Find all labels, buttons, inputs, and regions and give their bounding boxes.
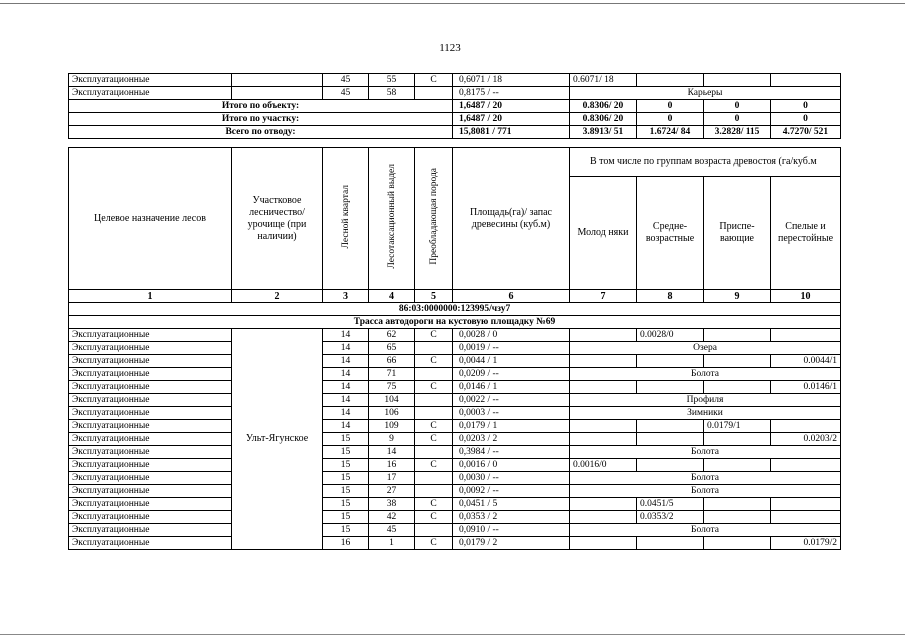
header-maturing: Приспе-вающие bbox=[704, 177, 771, 290]
area-stock-cell: 0,0022 / -- bbox=[453, 394, 570, 407]
table-row bbox=[69, 355, 841, 368]
area-stock-cell: 0,0209 / -- bbox=[453, 368, 570, 381]
section-cell: 106 bbox=[369, 407, 415, 420]
total-label: Всего по отводу: bbox=[69, 126, 453, 139]
total-label: Итого по объекту: bbox=[69, 100, 453, 113]
species-cell: С bbox=[415, 381, 453, 394]
header-forestry: Участковое лесничество/ урочище (при наличии) bbox=[232, 148, 323, 290]
area-stock-cell: 0,0028 / 0 bbox=[453, 329, 570, 342]
quarter-cell: 14 bbox=[323, 329, 369, 342]
age-group-cell bbox=[704, 74, 771, 87]
purpose-cell: Эксплуатационные bbox=[69, 381, 232, 394]
column-number: 1 bbox=[69, 290, 232, 303]
object-title: Трасса автодороги на кустовую площадку №69 bbox=[69, 316, 841, 329]
column-number: 9 bbox=[704, 290, 771, 303]
middle-aged-cell bbox=[637, 355, 704, 368]
species-cell bbox=[415, 485, 453, 498]
purpose-cell: Эксплуатационные bbox=[69, 511, 232, 524]
table-row bbox=[69, 459, 841, 472]
middle-aged-cell bbox=[637, 537, 704, 550]
quarter-cell: 15 bbox=[323, 472, 369, 485]
scan-top-edge bbox=[0, 3, 905, 4]
mature-cell: 0.0203/2 bbox=[771, 433, 841, 446]
section-cell: 75 bbox=[369, 381, 415, 394]
species-cell: С bbox=[415, 420, 453, 433]
area-stock-cell: 0,8175 / -- bbox=[453, 87, 570, 100]
purpose-cell: Эксплуатационные bbox=[69, 433, 232, 446]
header-species: Преобладающая порода bbox=[415, 148, 453, 290]
area-stock-cell: 0,0451 / 5 bbox=[453, 498, 570, 511]
young-cell bbox=[570, 537, 637, 550]
table-row bbox=[69, 498, 841, 511]
total-age-group: 0 bbox=[771, 100, 841, 113]
total-age-group: 0 bbox=[637, 113, 704, 126]
object-title-row bbox=[69, 316, 841, 329]
column-number: 3 bbox=[323, 290, 369, 303]
species-cell bbox=[415, 87, 453, 100]
section-cell: 14 bbox=[369, 446, 415, 459]
quarter-cell: 45 bbox=[323, 74, 369, 87]
section-cell: 104 bbox=[369, 394, 415, 407]
cadastral-number: 86:03:0000000:123995/чзу7 bbox=[69, 303, 841, 316]
forestry-cell bbox=[232, 74, 323, 87]
middle-aged-cell: 0.0028/0 bbox=[637, 329, 704, 342]
section-cell: 66 bbox=[369, 355, 415, 368]
species-cell bbox=[415, 524, 453, 537]
purpose-cell: Эксплуатационные bbox=[69, 537, 232, 550]
table-row bbox=[69, 87, 841, 100]
species-cell: С bbox=[415, 433, 453, 446]
middle-aged-cell bbox=[637, 459, 704, 472]
middle-aged-cell bbox=[637, 420, 704, 433]
young-cell: 0.0016/0 bbox=[570, 459, 637, 472]
quarter-cell: 14 bbox=[323, 394, 369, 407]
area-stock-cell: 0,6071 / 18 bbox=[453, 74, 570, 87]
species-cell bbox=[415, 342, 453, 355]
quarter-cell: 14 bbox=[323, 342, 369, 355]
table-row bbox=[69, 511, 841, 524]
maturing-cell bbox=[704, 355, 771, 368]
species-cell bbox=[415, 394, 453, 407]
young-cell bbox=[570, 511, 637, 524]
purpose-cell: Эксплуатационные bbox=[69, 342, 232, 355]
young-cell bbox=[570, 381, 637, 394]
note-cell: Болота bbox=[570, 368, 841, 381]
young-cell bbox=[570, 433, 637, 446]
total-area-stock: 15,8081 / 771 bbox=[453, 126, 570, 139]
purpose-cell: Эксплуатационные bbox=[69, 485, 232, 498]
section-cell: 65 bbox=[369, 342, 415, 355]
note-cell: Болота bbox=[570, 524, 841, 537]
purpose-cell: Эксплуатационные bbox=[69, 407, 232, 420]
maturing-cell bbox=[704, 498, 771, 511]
section-cell: 27 bbox=[369, 485, 415, 498]
table-row bbox=[69, 472, 841, 485]
quarter-cell: 15 bbox=[323, 498, 369, 511]
maturing-cell: 0.0179/1 bbox=[704, 420, 771, 433]
total-age-group: 0 bbox=[771, 113, 841, 126]
header-mature: Спелые и перестойные bbox=[771, 177, 841, 290]
header-section: Лесотаксационный выдел bbox=[369, 148, 415, 290]
species-cell bbox=[415, 407, 453, 420]
total-age-group: 0 bbox=[704, 113, 771, 126]
total-area-stock: 1,6487 / 20 bbox=[453, 113, 570, 126]
total-row bbox=[69, 126, 841, 139]
section-cell: 42 bbox=[369, 511, 415, 524]
table-row bbox=[69, 368, 841, 381]
area-stock-cell: 0,0030 / -- bbox=[453, 472, 570, 485]
area-stock-cell: 0,0353 / 2 bbox=[453, 511, 570, 524]
table-row bbox=[69, 74, 841, 87]
mature-cell bbox=[771, 329, 841, 342]
purpose-cell: Эксплуатационные bbox=[69, 329, 232, 342]
forestry-cell bbox=[232, 87, 323, 100]
middle-aged-cell bbox=[637, 433, 704, 446]
quarter-cell: 15 bbox=[323, 459, 369, 472]
table-row bbox=[69, 394, 841, 407]
quarter-cell: 15 bbox=[323, 485, 369, 498]
maturing-cell bbox=[704, 459, 771, 472]
quarter-cell: 14 bbox=[323, 381, 369, 394]
total-area-stock: 1,6487 / 20 bbox=[453, 100, 570, 113]
section-cell: 109 bbox=[369, 420, 415, 433]
section-cell: 55 bbox=[369, 74, 415, 87]
species-cell bbox=[415, 368, 453, 381]
mature-cell: 0.0044/1 bbox=[771, 355, 841, 368]
species-cell: С bbox=[415, 498, 453, 511]
species-cell bbox=[415, 446, 453, 459]
purpose-cell: Эксплуатационные bbox=[69, 394, 232, 407]
area-stock-cell: 0,0003 / -- bbox=[453, 407, 570, 420]
scan-bottom-edge bbox=[0, 634, 905, 635]
maturing-cell bbox=[704, 511, 771, 524]
column-number: 2 bbox=[232, 290, 323, 303]
section-cell: 1 bbox=[369, 537, 415, 550]
maturing-cell bbox=[704, 537, 771, 550]
middle-aged-cell: 0.0451/5 bbox=[637, 498, 704, 511]
table-row bbox=[69, 420, 841, 433]
purpose-cell: Эксплуатационные bbox=[69, 368, 232, 381]
purpose-cell: Эксплуатационные bbox=[69, 459, 232, 472]
table-row bbox=[69, 329, 841, 342]
section-cell: 71 bbox=[369, 368, 415, 381]
page-number: 1123 bbox=[439, 42, 461, 54]
table-row bbox=[69, 524, 841, 537]
area-stock-cell: 0,0016 / 0 bbox=[453, 459, 570, 472]
header-age-groups: В том числе по группам возраста древостоя (га/куб.м bbox=[570, 148, 841, 177]
header-row-top bbox=[69, 148, 841, 177]
section-cell: 16 bbox=[369, 459, 415, 472]
mature-cell: 0.0179/2 bbox=[771, 537, 841, 550]
area-stock-cell: 0,0910 / -- bbox=[453, 524, 570, 537]
species-cell: С bbox=[415, 329, 453, 342]
total-age-group: 0 bbox=[704, 100, 771, 113]
mature-cell bbox=[771, 459, 841, 472]
note-cell: Озера bbox=[570, 342, 841, 355]
purpose-cell: Эксплуатационные bbox=[69, 498, 232, 511]
young-cell bbox=[570, 420, 637, 433]
area-stock-cell: 0,0146 / 1 bbox=[453, 381, 570, 394]
area-stock-cell: 0,0044 / 1 bbox=[453, 355, 570, 368]
section-cell: 58 bbox=[369, 87, 415, 100]
table-row bbox=[69, 537, 841, 550]
mature-cell bbox=[771, 498, 841, 511]
species-cell: С bbox=[415, 74, 453, 87]
young-cell bbox=[570, 498, 637, 511]
quarter-cell: 16 bbox=[323, 537, 369, 550]
species-cell: С bbox=[415, 459, 453, 472]
middle-aged-cell bbox=[637, 381, 704, 394]
age-group-cell bbox=[771, 74, 841, 87]
total-row bbox=[69, 100, 841, 113]
area-stock-cell: 0,0092 / -- bbox=[453, 485, 570, 498]
table-row bbox=[69, 485, 841, 498]
note-cell: Карьеры bbox=[570, 87, 841, 100]
maturing-cell bbox=[704, 433, 771, 446]
table-row bbox=[69, 342, 841, 355]
quarter-cell: 14 bbox=[323, 368, 369, 381]
column-number: 6 bbox=[453, 290, 570, 303]
note-cell: Зимники bbox=[570, 407, 841, 420]
section-cell: 45 bbox=[369, 524, 415, 537]
purpose-cell: Эксплуатационные bbox=[69, 524, 232, 537]
section-cell: 38 bbox=[369, 498, 415, 511]
quarter-cell: 45 bbox=[323, 87, 369, 100]
mature-cell bbox=[771, 511, 841, 524]
total-row bbox=[69, 113, 841, 126]
note-cell: Болота bbox=[570, 446, 841, 459]
section-cell: 9 bbox=[369, 433, 415, 446]
quarter-cell: 14 bbox=[323, 355, 369, 368]
section-cell: 17 bbox=[369, 472, 415, 485]
young-cell bbox=[570, 355, 637, 368]
note-cell: Болота bbox=[570, 472, 841, 485]
table-row bbox=[69, 407, 841, 420]
total-label: Итого по участку: bbox=[69, 113, 453, 126]
column-number-row bbox=[69, 290, 841, 303]
column-number: 7 bbox=[570, 290, 637, 303]
maturing-cell bbox=[704, 381, 771, 394]
purpose-cell: Эксплуатационные bbox=[69, 355, 232, 368]
species-cell: С bbox=[415, 511, 453, 524]
purpose-cell: Эксплуатационные bbox=[69, 446, 232, 459]
quarter-cell: 14 bbox=[323, 420, 369, 433]
area-stock-cell: 0,0019 / -- bbox=[453, 342, 570, 355]
forestry-cell: Ульт-Ягунское bbox=[232, 329, 323, 550]
note-cell: Болота bbox=[570, 485, 841, 498]
quarter-cell: 15 bbox=[323, 524, 369, 537]
quarter-cell: 15 bbox=[323, 511, 369, 524]
total-age-group: 0.8306/ 20 bbox=[570, 100, 637, 113]
middle-aged-cell: 0.0353/2 bbox=[637, 511, 704, 524]
continuation-table bbox=[68, 73, 841, 139]
total-age-group: 3.2828/ 115 bbox=[704, 126, 771, 139]
purpose-cell: Эксплуатационные bbox=[69, 74, 232, 87]
header-young: Молод няки bbox=[570, 177, 637, 290]
species-cell: С bbox=[415, 537, 453, 550]
cadastral-row bbox=[69, 303, 841, 316]
table-row bbox=[69, 381, 841, 394]
table-row bbox=[69, 446, 841, 459]
section-cell: 62 bbox=[369, 329, 415, 342]
area-stock-cell: 0,0179 / 2 bbox=[453, 537, 570, 550]
age-group-cell: 0.6071/ 18 bbox=[570, 74, 637, 87]
header-quarter: Лесной квартал bbox=[323, 148, 369, 290]
mature-cell: 0.0146/1 bbox=[771, 381, 841, 394]
species-cell: С bbox=[415, 355, 453, 368]
forest-allotment-table bbox=[68, 147, 841, 550]
quarter-cell: 15 bbox=[323, 433, 369, 446]
column-number: 8 bbox=[637, 290, 704, 303]
young-cell bbox=[570, 329, 637, 342]
age-group-cell bbox=[637, 74, 704, 87]
maturing-cell bbox=[704, 329, 771, 342]
column-number: 4 bbox=[369, 290, 415, 303]
total-age-group: 0.8306/ 20 bbox=[570, 113, 637, 126]
header-middle-aged: Средне-возрастные bbox=[637, 177, 704, 290]
area-stock-cell: 0,0179 / 1 bbox=[453, 420, 570, 433]
total-age-group: 3.8913/ 51 bbox=[570, 126, 637, 139]
column-number: 10 bbox=[771, 290, 841, 303]
quarter-cell: 15 bbox=[323, 446, 369, 459]
header-area-stock: Площадь(га)/ запас древесины (куб.м) bbox=[453, 148, 570, 290]
purpose-cell: Эксплуатационные bbox=[69, 420, 232, 433]
column-number: 5 bbox=[415, 290, 453, 303]
total-age-group: 1.6724/ 84 bbox=[637, 126, 704, 139]
total-age-group: 0 bbox=[637, 100, 704, 113]
quarter-cell: 14 bbox=[323, 407, 369, 420]
mature-cell bbox=[771, 420, 841, 433]
purpose-cell: Эксплуатационные bbox=[69, 87, 232, 100]
area-stock-cell: 0,0203 / 2 bbox=[453, 433, 570, 446]
header-purpose: Целевое назначение лесов bbox=[69, 148, 232, 290]
purpose-cell: Эксплуатационные bbox=[69, 472, 232, 485]
note-cell: Профиля bbox=[570, 394, 841, 407]
table-row bbox=[69, 433, 841, 446]
area-stock-cell: 0,3984 / -- bbox=[453, 446, 570, 459]
species-cell bbox=[415, 472, 453, 485]
total-age-group: 4.7270/ 521 bbox=[771, 126, 841, 139]
